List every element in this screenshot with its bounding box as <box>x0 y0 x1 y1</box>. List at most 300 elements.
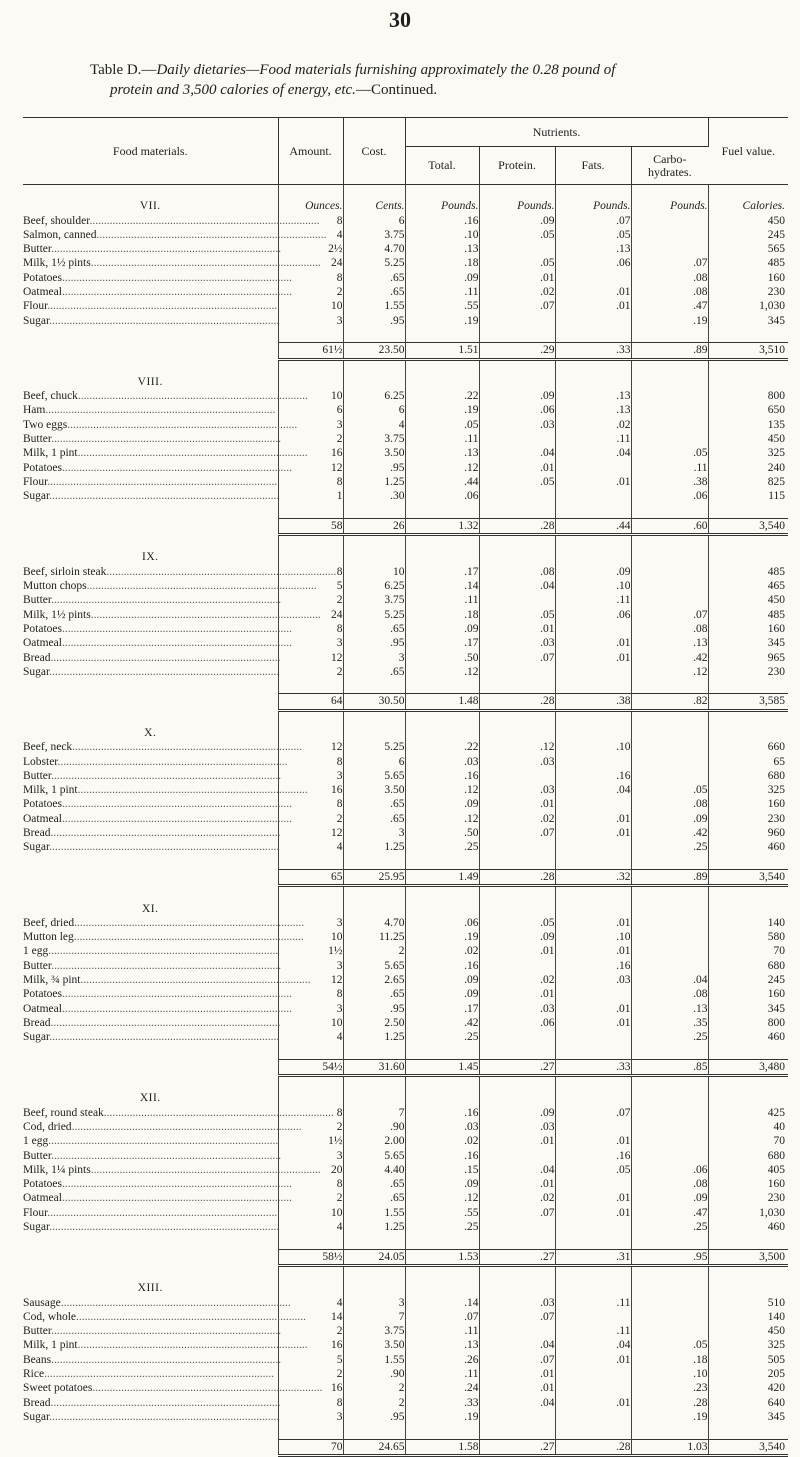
amount-cell: 5 <box>278 579 343 593</box>
carbo-cell: .13 <box>631 1002 708 1016</box>
spacer-row <box>23 1076 788 1092</box>
amount-cell: 2 <box>278 593 343 607</box>
fuel-cell: 640 <box>767 1396 786 1409</box>
cost-cell: 5.25 <box>343 608 405 622</box>
table-row <box>23 769 788 783</box>
fats-cell: .01 <box>555 826 631 840</box>
protein-cell <box>479 314 555 328</box>
cost-cell: 1.25 <box>343 840 405 854</box>
food-name: Potatoes................................................................................ <box>23 988 292 1001</box>
amount-cell: 24 <box>278 256 343 270</box>
food-name: Beef, round steak................................................................................ <box>23 1106 334 1119</box>
carbo-cell: .47 <box>631 1206 708 1220</box>
total-cell: .12 <box>405 812 479 826</box>
leader-dots: ................................................................................ <box>47 300 278 313</box>
fats-cell: .04 <box>555 783 631 797</box>
food-name: Rice................................................................................ <box>23 1367 278 1381</box>
leader-dots: ................................................................................ <box>103 1106 334 1119</box>
food-name: Milk, 1¼ pints................................................................................ <box>23 1163 321 1176</box>
total-cell: .16 <box>405 959 479 973</box>
fuel-cell: 160 <box>767 988 786 1001</box>
table-row <box>23 1296 788 1310</box>
table-row <box>23 1002 788 1016</box>
cost-cell: .95 <box>343 461 405 475</box>
total-cell: .25 <box>405 840 479 854</box>
cost-cell: 3.50 <box>343 783 405 797</box>
table-row <box>23 1381 788 1395</box>
leader-dots: ................................................................................ <box>50 1396 281 1409</box>
amount-cell: 16 <box>278 1338 343 1352</box>
protein-cell: .03 <box>479 783 555 797</box>
section-heading-row <box>23 375 788 389</box>
total-cell: .19 <box>405 314 479 328</box>
total-carbo: .60 <box>631 518 708 534</box>
spacer-row <box>23 504 788 519</box>
fuel-cell: 485 <box>767 608 786 621</box>
food-name: Butter................................................................................ <box>23 959 282 972</box>
cost-cell: 2 <box>343 1381 405 1395</box>
header-protein: Protein. <box>479 147 555 185</box>
total-carbo: .95 <box>631 1249 708 1265</box>
amount-cell: 2 <box>278 1191 343 1205</box>
food-name: Potatoes................................................................................ <box>23 622 292 635</box>
fats-cell <box>555 1410 631 1424</box>
total-total: 1.32 <box>405 518 479 534</box>
leader-dots: ................................................................................ <box>51 1353 282 1366</box>
fuel-cell: 160 <box>767 622 786 635</box>
total-total: 1.45 <box>405 1059 479 1075</box>
cost-cell: .95 <box>343 314 405 328</box>
table-row <box>23 651 788 665</box>
fuel-cell: 565 <box>767 243 786 256</box>
total-cell: .11 <box>405 432 479 446</box>
food-name: Sweet potatoes................................................................................ <box>23 1382 323 1395</box>
cost-cell: .65 <box>343 285 405 299</box>
protein-cell: .02 <box>479 1191 555 1205</box>
fats-cell: .06 <box>555 608 631 622</box>
protein-cell: .03 <box>479 636 555 650</box>
leader-dots: ................................................................................ <box>49 665 280 678</box>
total-fuel: 3,585 <box>708 694 788 710</box>
amount-cell: 4 <box>278 840 343 854</box>
fuel-cell: 70 <box>773 945 786 958</box>
food-name: Oatmeal................................................................................ <box>23 286 292 299</box>
total-cell: .44 <box>405 475 479 489</box>
carbo-cell: .42 <box>631 651 708 665</box>
protein-cell: .05 <box>479 228 555 242</box>
carbo-cell: .23 <box>631 1381 708 1395</box>
carbo-cell: .05 <box>631 446 708 460</box>
food-name: Oatmeal................................................................................ <box>23 812 292 825</box>
carbo-cell: .09 <box>631 1191 708 1205</box>
table-row <box>23 1220 788 1234</box>
table-row <box>23 565 788 579</box>
total-total: 1.51 <box>405 343 479 359</box>
unit-cost: Cents. <box>343 199 405 213</box>
cost-cell: .65 <box>343 1177 405 1191</box>
protein-cell: .06 <box>479 403 555 417</box>
fuel-cell: 345 <box>767 314 786 327</box>
leader-dots: ................................................................................ <box>92 1382 323 1395</box>
table-row <box>23 916 788 930</box>
food-name: 1 egg................................................................................ <box>23 945 279 958</box>
fuel-cell: 965 <box>767 651 786 664</box>
table-row <box>23 593 788 607</box>
food-name: Cod, dried................................................................................ <box>23 1121 302 1133</box>
header-nutrients: Nutrients. <box>405 118 708 147</box>
total-cell: .24 <box>405 1381 479 1395</box>
protein-cell: .07 <box>479 826 555 840</box>
leader-dots: ................................................................................ <box>106 565 337 578</box>
leader-dots: ................................................................................ <box>61 622 292 635</box>
cost-cell: 1.25 <box>343 475 405 489</box>
fuel-cell: 135 <box>767 418 786 431</box>
amount-cell: 4 <box>278 1030 343 1044</box>
total-row <box>23 1439 788 1455</box>
amount-cell: 2 <box>278 1367 343 1381</box>
total-cell: .09 <box>405 797 479 811</box>
leader-dots: ................................................................................ <box>96 228 327 241</box>
total-cell: .19 <box>405 403 479 417</box>
total-protein: .28 <box>479 694 555 710</box>
amount-cell: 2 <box>278 432 343 446</box>
fuel-cell: 325 <box>767 447 786 460</box>
unit-fuel: Calories. <box>742 200 786 213</box>
table-row <box>23 1106 788 1120</box>
fats-cell: .01 <box>555 285 631 299</box>
total-row <box>23 1059 788 1075</box>
total-cell: .19 <box>405 1410 479 1424</box>
carbo-cell <box>631 1149 708 1163</box>
fats-cell <box>555 755 631 769</box>
header-amount: Amount. <box>278 118 343 185</box>
fuel-cell: 160 <box>767 798 786 811</box>
protein-cell: .03 <box>479 755 555 769</box>
total-cell: .17 <box>405 565 479 579</box>
total-cost: 25.95 <box>343 869 405 885</box>
table-row <box>23 389 788 403</box>
section-roman: VII. <box>23 199 278 213</box>
total-cell: .11 <box>405 1367 479 1381</box>
leader-dots: ................................................................................ <box>61 637 292 650</box>
fuel-cell: 580 <box>767 931 786 944</box>
amount-cell: 8 <box>278 987 343 1001</box>
amount-cell: 8 <box>278 1177 343 1191</box>
carbo-cell: .18 <box>631 1353 708 1367</box>
fuel-cell: 140 <box>767 916 786 929</box>
food-name: Sugar................................................................................ <box>23 665 280 678</box>
fats-cell: .01 <box>555 944 631 958</box>
total-cell: .15 <box>405 1163 479 1177</box>
total-amount: 58½ <box>278 1249 343 1265</box>
total-protein: .27 <box>479 1439 555 1455</box>
table-row <box>23 812 788 826</box>
cost-cell: 2 <box>343 1396 405 1410</box>
food-name: Beef, shoulder................................................................................ <box>23 214 320 227</box>
cost-cell: 5.65 <box>343 959 405 973</box>
leader-dots: ................................................................................ <box>77 1339 308 1352</box>
fats-cell <box>555 1120 631 1134</box>
fuel-cell: 825 <box>767 475 786 488</box>
food-name: Flour................................................................................ <box>23 300 278 313</box>
total-carbo: .85 <box>631 1059 708 1075</box>
carbo-cell <box>631 228 708 242</box>
total-carbo: .89 <box>631 869 708 885</box>
fuel-cell: 140 <box>767 1310 786 1323</box>
total-fuel: 3,540 <box>708 869 788 885</box>
amount-cell: 4 <box>278 1296 343 1310</box>
table-row <box>23 314 788 328</box>
total-cell: .11 <box>405 285 479 299</box>
protein-cell: .09 <box>479 930 555 944</box>
fuel-cell: 160 <box>767 271 786 284</box>
table-row <box>23 403 788 417</box>
carbo-cell <box>631 916 708 930</box>
carbo-cell: .38 <box>631 475 708 489</box>
caption-prefix: Table D.— <box>90 62 157 78</box>
leader-dots: ................................................................................ <box>48 945 279 958</box>
fuel-cell: 680 <box>767 959 786 972</box>
carbo-cell: .35 <box>631 1016 708 1030</box>
section-roman: XII. <box>23 1091 278 1105</box>
protein-cell <box>479 1030 555 1044</box>
amount-cell: 5 <box>278 1353 343 1367</box>
food-name: Beans................................................................................ <box>23 1353 282 1366</box>
leader-dots: ................................................................................ <box>90 1163 321 1176</box>
unit-protein: Pounds. <box>479 199 555 213</box>
leader-dots: ................................................................................ <box>86 580 317 593</box>
fuel-cell: 425 <box>767 1106 786 1119</box>
cost-cell: 3.75 <box>343 432 405 446</box>
carbo-cell <box>631 959 708 973</box>
fats-cell <box>555 1381 631 1395</box>
total-fats: .38 <box>555 694 631 710</box>
amount-cell: 10 <box>278 299 343 313</box>
food-name: Sugar................................................................................ <box>23 1031 280 1044</box>
total-cost: 24.65 <box>343 1439 405 1455</box>
cost-cell: .65 <box>343 797 405 811</box>
fuel-cell: 680 <box>767 769 786 782</box>
table-row <box>23 1206 788 1220</box>
total-cell: .55 <box>405 299 479 313</box>
total-protein: .28 <box>479 869 555 885</box>
fuel-cell: 345 <box>767 1410 786 1423</box>
food-name: Butter................................................................................ <box>23 769 282 782</box>
food-name: Salmon, canned................................................................................ <box>23 228 327 241</box>
carbo-cell: .25 <box>631 1220 708 1234</box>
fats-cell: .11 <box>555 1324 631 1338</box>
fats-cell: .01 <box>555 812 631 826</box>
fuel-cell: 450 <box>767 594 786 607</box>
carbo-cell: .10 <box>631 1367 708 1381</box>
total-amount: 58 <box>278 518 343 534</box>
spacer-row <box>23 855 788 870</box>
cost-cell: 4.70 <box>343 242 405 256</box>
fats-cell <box>555 1220 631 1234</box>
total-cell: .50 <box>405 651 479 665</box>
leader-dots: ................................................................................ <box>45 404 276 417</box>
fats-cell: .06 <box>555 256 631 270</box>
section-roman: IX. <box>23 550 278 564</box>
total-protein: .27 <box>479 1249 555 1265</box>
total-amount: 70 <box>278 1439 343 1455</box>
food-name: Sugar................................................................................ <box>23 841 280 854</box>
fats-cell <box>555 665 631 679</box>
protein-cell: .01 <box>479 271 555 285</box>
table-caption <box>90 60 770 100</box>
food-name: Two eggs................................................................................ <box>23 418 298 431</box>
protein-cell: .01 <box>479 987 555 1001</box>
amount-cell: 3 <box>278 1149 343 1163</box>
fats-cell: .01 <box>555 1191 631 1205</box>
leader-dots: ................................................................................ <box>61 461 292 474</box>
table-row <box>23 636 788 650</box>
caption-title-2: protein and 3,500 calories of energy, etc. <box>110 82 356 98</box>
amount-cell: 8 <box>278 622 343 636</box>
protein-cell: .09 <box>479 214 555 228</box>
fats-cell: .01 <box>555 916 631 930</box>
cost-cell: 6 <box>343 403 405 417</box>
protein-cell: .04 <box>479 1163 555 1177</box>
table-row <box>23 418 788 432</box>
food-name: Butter................................................................................ <box>23 243 282 256</box>
fats-cell <box>555 622 631 636</box>
spacer-row <box>23 679 788 694</box>
leader-dots: ................................................................................ <box>49 841 280 854</box>
cost-cell: 6.25 <box>343 579 405 593</box>
table-row <box>23 1410 788 1424</box>
total-cell: .18 <box>405 256 479 270</box>
fuel-cell: 245 <box>767 228 786 241</box>
leader-dots: ................................................................................ <box>76 1310 307 1323</box>
amount-cell: 16 <box>278 446 343 460</box>
food-name: Sugar................................................................................ <box>23 490 280 503</box>
fuel-cell: 800 <box>767 1016 786 1029</box>
cost-cell: .65 <box>343 271 405 285</box>
total-carbo: .89 <box>631 343 708 359</box>
food-name: Milk, 1½ pints................................................................................ <box>23 608 321 621</box>
spacer-row <box>23 1045 788 1060</box>
unit-carbo: Pounds. <box>631 199 708 213</box>
amount-cell: 4 <box>278 1220 343 1234</box>
leader-dots: ................................................................................ <box>51 1325 282 1338</box>
protein-cell: .02 <box>479 285 555 299</box>
total-fuel: 3,480 <box>708 1059 788 1075</box>
total-cell: .12 <box>405 461 479 475</box>
food-name: Milk, 1½ pints................................................................................ <box>23 257 321 270</box>
amount-cell: 3 <box>278 1002 343 1016</box>
food-name: Bread................................................................................ <box>23 827 281 840</box>
food-name: Mutton chops................................................................................ <box>23 580 317 593</box>
total-cell: .16 <box>405 769 479 783</box>
leader-dots: ................................................................................ <box>49 314 280 327</box>
amount-cell: 12 <box>278 826 343 840</box>
amount-cell: 10 <box>278 1206 343 1220</box>
food-name: 1 egg................................................................................ <box>23 1135 279 1148</box>
header-cost: Cost. <box>343 118 405 185</box>
amount-cell: 12 <box>278 973 343 987</box>
table-row <box>23 1177 788 1191</box>
food-name: Flour................................................................................ <box>23 1206 278 1219</box>
protein-cell: .05 <box>479 608 555 622</box>
spacer-row <box>23 886 788 902</box>
carbo-cell: .25 <box>631 840 708 854</box>
table-row <box>23 755 788 769</box>
cost-cell: .65 <box>343 622 405 636</box>
amount-cell: 8 <box>278 214 343 228</box>
fuel-cell: 40 <box>773 1121 786 1133</box>
fats-cell: .01 <box>555 1134 631 1148</box>
spacer-row <box>23 328 788 343</box>
cost-cell: 1.55 <box>343 1206 405 1220</box>
amount-cell: 3 <box>278 636 343 650</box>
total-cell: .02 <box>405 1134 479 1148</box>
total-cell: .02 <box>405 944 479 958</box>
total-cell: .17 <box>405 1002 479 1016</box>
table-row <box>23 1163 788 1177</box>
total-cell: .16 <box>405 1106 479 1120</box>
protein-cell <box>479 665 555 679</box>
cost-cell: 6 <box>343 214 405 228</box>
total-cell: .14 <box>405 1296 479 1310</box>
food-name: Milk, ¾ pint................................................................................ <box>23 974 311 987</box>
total-cell: .50 <box>405 826 479 840</box>
leader-dots: ................................................................................ <box>61 1192 292 1205</box>
fats-cell <box>555 461 631 475</box>
amount-cell: 8 <box>278 565 343 579</box>
fats-cell: .03 <box>555 973 631 987</box>
total-fuel: 3,500 <box>708 1249 788 1265</box>
total-amount: 65 <box>278 869 343 885</box>
fats-cell: .13 <box>555 389 631 403</box>
protein-cell: .01 <box>479 1177 555 1191</box>
carbo-cell <box>631 432 708 446</box>
table-row <box>23 944 788 958</box>
cost-cell: 10 <box>343 565 405 579</box>
total-cell: .12 <box>405 665 479 679</box>
cost-cell: .95 <box>343 1410 405 1424</box>
carbo-cell: .11 <box>631 461 708 475</box>
carbo-cell: .13 <box>631 636 708 650</box>
leader-dots: ................................................................................ <box>50 651 281 664</box>
carbo-cell: .28 <box>631 1396 708 1410</box>
table-row <box>23 214 788 228</box>
section-roman: X. <box>23 726 278 740</box>
table-row <box>23 622 788 636</box>
fuel-cell: 245 <box>767 974 786 987</box>
fuel-cell: 465 <box>767 580 786 593</box>
cost-cell: .95 <box>343 636 405 650</box>
total-protein: .27 <box>479 1059 555 1075</box>
protein-cell: .04 <box>479 446 555 460</box>
section-heading-row <box>23 902 788 916</box>
section-roman: XI. <box>23 902 278 916</box>
carbo-cell <box>631 755 708 769</box>
amount-cell: 8 <box>278 475 343 489</box>
cost-cell: 2.00 <box>343 1134 405 1148</box>
cost-cell: .65 <box>343 987 405 1001</box>
total-cell: .18 <box>405 608 479 622</box>
header-total: Total. <box>405 147 479 185</box>
fuel-cell: 660 <box>767 741 786 754</box>
fuel-cell: 505 <box>767 1353 786 1366</box>
total-cell: .09 <box>405 973 479 987</box>
fats-cell: .04 <box>555 1338 631 1352</box>
amount-cell: 12 <box>278 651 343 665</box>
cost-cell: 5.65 <box>343 769 405 783</box>
table-body <box>23 185 788 1456</box>
carbo-cell <box>631 565 708 579</box>
